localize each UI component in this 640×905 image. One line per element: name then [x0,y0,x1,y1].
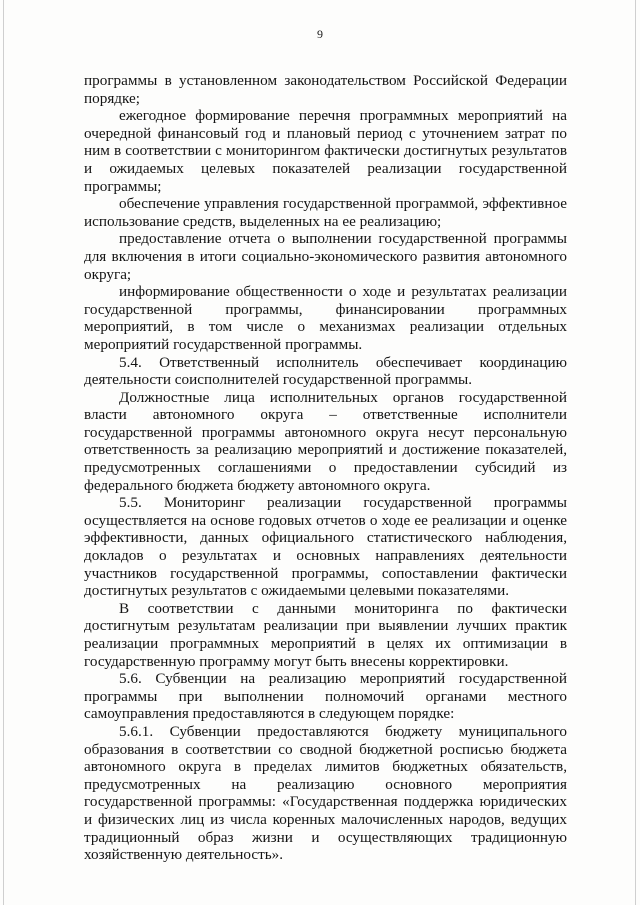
document-body [84,72,567,864]
paragraph-report: предоставление отчета о выполнении государственной программы для включения в итоги социально-экономического развития автономного округа; [84,230,567,283]
paragraph-5-6-1: 5.6.1. Субвенции предоставляются бюджету муниципального образования в соответствии со сводной бюджетной росписью бюджета автономного округа в пределах лимитов бюджетных обязательств, предусмотренных на реализацию основного мероприятия государственной программы: «Государственная поддержка юридических и физических лиц из числа коренных малочисленных народов, ведущих традиционный образ жизни и осуществляющих традиционную хозяйственную деятельность». [84,722,567,864]
page-left-edge [3,0,4,905]
paragraph-5-5: 5.5. Мониторинг реализации государственной программы осуществляется на основе годовых отчетов о ходе ее реализации и оценке эффективности, данных официального статистического наблюдения, докладов о результатах и основных направлениях деятельности участников государственной программы, сопоставлении фактически достигнутых результатов с ожидаемыми целевыми показателями. [84,494,567,600]
page-right-edge [635,0,636,905]
page-number: 9 [317,27,323,41]
paragraph-5-4: 5.4. Ответственный исполнитель обеспечивает координацию деятельности соисполнителей государственной программы. [84,353,567,389]
paragraph-management: обеспечение управления государственной программой, эффективное использование средств, выделенных на ее реализацию; [84,195,567,230]
paragraph-annual-list: ежегодное формирование перечня программных мероприятий на очередной финансовый год и плановый период с уточнением затрат по ним в соответствии с мониторингом фактически достигнутых результатов и ожидаемых целевых показателей реализации государственной программы; [84,107,567,195]
paragraph-5-6: 5.6. Субвенции на реализацию мероприятий государственной программы при выполнении полномочий органами местного самоуправления предоставляются в следующем порядке: [84,670,567,723]
paragraph-informing: информирование общественности о ходе и результатах реализации государственной программы, финансировании программных мероприятий, в том числе о механизмах реализации отдельных мероприятий государственной программы. [84,283,567,353]
paragraph-continuation: программы в установленном законодательством Российской Федерации порядке; [84,72,567,107]
paragraph-monitoring: В соответствии с данными мониторинга по фактически достигнутым результатам реализации при выявлении лучших практик реализации программных мероприятий в целях их оптимизации в государственную программу могут быть внесены корректировки. [84,599,567,670]
paragraph-officials: Должностные лица исполнительных органов государственной власти автономного округа – ответственные исполнители государственной программы автономного округа несут персональную ответственность за реализацию мероприятий и достижение показателей, предусмотренных соглашениями о предоставлении субсидий из федерального бюджета бюджету автономного округа. [84,388,567,494]
